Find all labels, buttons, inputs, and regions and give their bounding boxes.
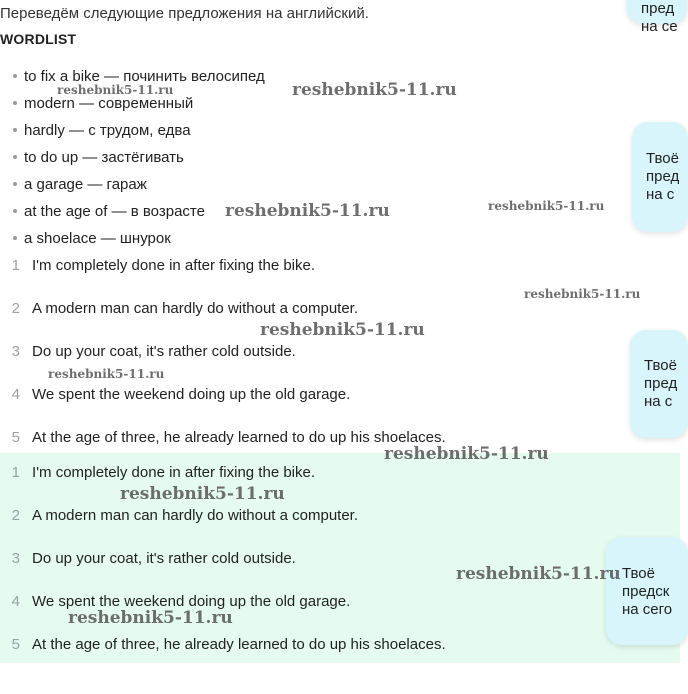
bullet-icon [13,74,17,78]
answer-row [0,636,446,653]
wordlist-item-text: a shoelace — шнурок [24,230,171,247]
answer-text: At the age of three, he already learned to do up his shoelaces. [32,636,446,653]
bullet-icon [13,101,17,105]
watermark: reshebnik5-11.ru [120,484,285,504]
answer-row [0,507,358,524]
wordlist-item-text: to do up — застёгивать [24,149,184,166]
wordlist-item [13,203,205,220]
bullet-icon [13,236,17,240]
watermark: reshebnik5-11.ru [292,80,457,100]
wordlist-item-text: a garage — гараж [24,176,147,193]
answer-text: I'm completely done in after fixing the bike. [32,464,316,481]
answer-number: 5 [11,636,20,653]
wordlist-item-text: hardly — с трудом, едва [24,122,191,139]
watermark: reshebnik5-11.ru [384,444,549,464]
wordlist-item [13,95,193,112]
wordlist-item [13,122,191,139]
bubble-line: пред [646,168,680,185]
sentence-number: 1 [11,257,20,274]
intro-text: Переведём следующие предложения на английский. [0,5,369,22]
translation-bubble[interactable] [627,0,687,35]
bullet-icon [13,182,17,186]
watermark: reshebnik5-11.ru [225,201,390,221]
sentence-text: I'm completely done in after fixing the bike. [32,257,316,274]
sentence-text: A modern man can hardly do without a computer. [32,300,359,317]
wordlist-item [13,149,184,166]
watermark: reshebnik5-11.ru [68,608,233,628]
sentence-number: 3 [11,343,20,360]
sentence-text: We spent the weekend doing up the old garage. [32,386,351,403]
bubble-line: на сего [622,601,673,618]
translation-bubble[interactable] [630,330,688,438]
bubble-line: Твоё [622,565,655,582]
answer-row [0,550,296,567]
sentence-row [0,386,350,403]
watermark: reshebnik5-11.ru [48,367,165,381]
watermark: reshebnik5-11.ru [260,320,425,340]
watermark: reshebnik5-11.ru [456,564,621,584]
bullet-icon [13,209,17,213]
watermark: reshebnik5-11.ru [524,287,641,301]
bullet-icon [13,128,17,132]
bubble-line: на с [646,186,675,203]
bubble-line: предск [622,583,670,600]
bubble-line: Твоё [646,150,679,167]
answer-number: 3 [11,550,20,567]
wordlist-item-text: to fix a bike — починить велосипед [24,68,265,85]
wordlist-item [13,176,147,193]
sentence-row [0,343,296,360]
answer-number: 4 [11,593,20,610]
sentence-number: 2 [11,300,20,317]
sentence-row [0,257,315,274]
answer-text: We spent the weekend doing up the old garage. [32,593,351,610]
wordlist-item-text: at the age of — в возрасте [24,203,205,220]
bubble-line: пред [641,0,675,17]
answer-number: 2 [11,507,20,524]
bubble-line: на с [644,393,673,410]
sentence-number: 5 [11,429,20,446]
bullet-icon [13,155,17,159]
sentence-number: 4 [11,386,20,403]
watermark: reshebnik5-11.ru [57,83,174,97]
answer-text: A modern man can hardly do without a computer. [32,507,359,524]
translation-bubble[interactable] [632,122,688,232]
wordlist-item [13,230,171,247]
bubble-line: Твоё [644,357,677,374]
wordlist-item-text: modern — современный [24,95,194,112]
answer-number: 1 [11,464,20,481]
wordlist-title: WORDLIST [0,31,77,47]
sentence-text: Do up your coat, it's rather cold outside. [32,343,296,360]
sentence-row [0,429,446,446]
bubble-line: пред [644,375,678,392]
watermark: reshebnik5-11.ru [488,199,605,213]
sentence-text: At the age of three, he already learned to do up his shoelaces. [32,429,446,446]
translation-bubble[interactable] [606,537,688,645]
sentence-row [0,300,358,317]
answer-row [0,464,315,481]
answer-text: Do up your coat, it's rather cold outside. [32,550,296,567]
bubble-line: на се [641,18,678,35]
